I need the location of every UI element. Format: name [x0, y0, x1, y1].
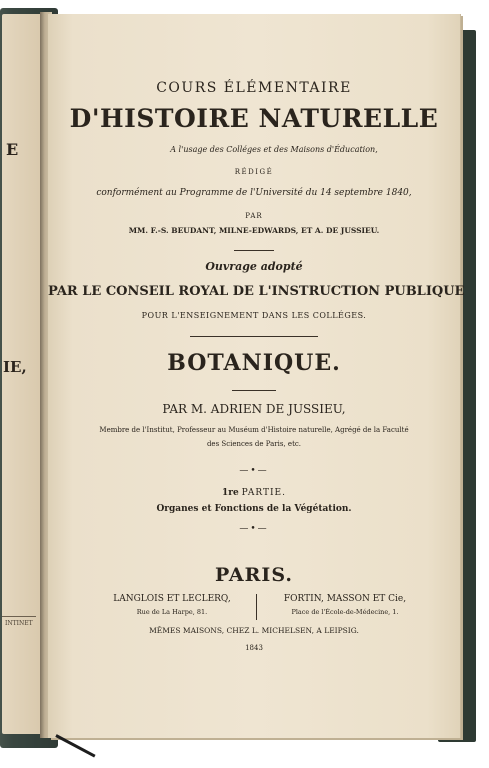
publisher-left-name: LANGLOIS ET LECLERQ, [113, 594, 231, 604]
ouvrage-adopte: Ouvrage adopté [205, 260, 303, 273]
divider [232, 390, 276, 391]
left-page-footer-fragment: INTINET [5, 620, 33, 627]
left-page-fragment: E [6, 140, 19, 159]
left-page [2, 14, 42, 734]
divider [234, 250, 274, 251]
part-number: 1re [222, 488, 239, 498]
conseil-royal-line: PAR LE CONSEIL ROYAL DE L'INSTRUCTION PUBLIQUE [48, 284, 465, 299]
part-title: Organes et Fonctions de la Végétation. [156, 504, 352, 514]
city-name: PARIS. [215, 564, 293, 586]
divider [190, 336, 318, 337]
author-line: PAR M. ADRIEN DE JUSSIEU, [162, 402, 346, 416]
conformement-line: conformément au Programme de l'Université du 14 septembre 1840, [96, 188, 412, 198]
enseignement-line: POUR L'ENSEIGNEMENT DANS LES COLLÉGES. [141, 311, 367, 320]
subject-title: BOTANIQUE. [167, 350, 341, 376]
redige-label: RÉDIGÉ [234, 168, 274, 176]
par-label: PAR [245, 212, 263, 220]
main-title: D'HISTOIRE NATURELLE [69, 104, 439, 133]
credentials-line-1: Membre de l'Institut, Professeur au Muséum d'Histoire naturelle, Agrégé de la Faculté [99, 426, 409, 434]
usage-line: A l'usage des Colléges et des Maisons d'Éducation, [170, 145, 378, 154]
publication-year: 1843 [245, 644, 263, 652]
credentials-line-2: des Sciences de Paris, etc. [206, 440, 302, 448]
left-page-rule [2, 616, 36, 617]
title-page [48, 14, 465, 738]
cours-elementaire-heading: COURS ÉLÉMENTAIRE [156, 80, 352, 96]
publisher-left [88, 594, 256, 616]
authors-line: MM. F.-S. BEUDANT, MILNE-EDWARDS, ET A. DE JUSSIEU. [128, 226, 380, 235]
publisher-right [260, 594, 430, 616]
left-page-fragment: IE, [3, 358, 27, 376]
ornament: —•— [239, 466, 269, 476]
same-houses-line: MÊMES MAISONS, CHEZ L. MICHELSEN, A LEIPSIG. [149, 626, 359, 635]
publisher-right-name: FORTIN, MASSON ET Cie, [283, 594, 407, 604]
publisher-left-address: Rue de La Harpe, 81. [136, 608, 208, 616]
publisher-right-address: Place de l'École-de-Médecine, 1. [291, 608, 399, 616]
ornament: —•— [239, 524, 269, 534]
part-label: PARTIE. [241, 488, 286, 498]
publisher-divider [256, 594, 257, 620]
part-heading [48, 488, 460, 498]
